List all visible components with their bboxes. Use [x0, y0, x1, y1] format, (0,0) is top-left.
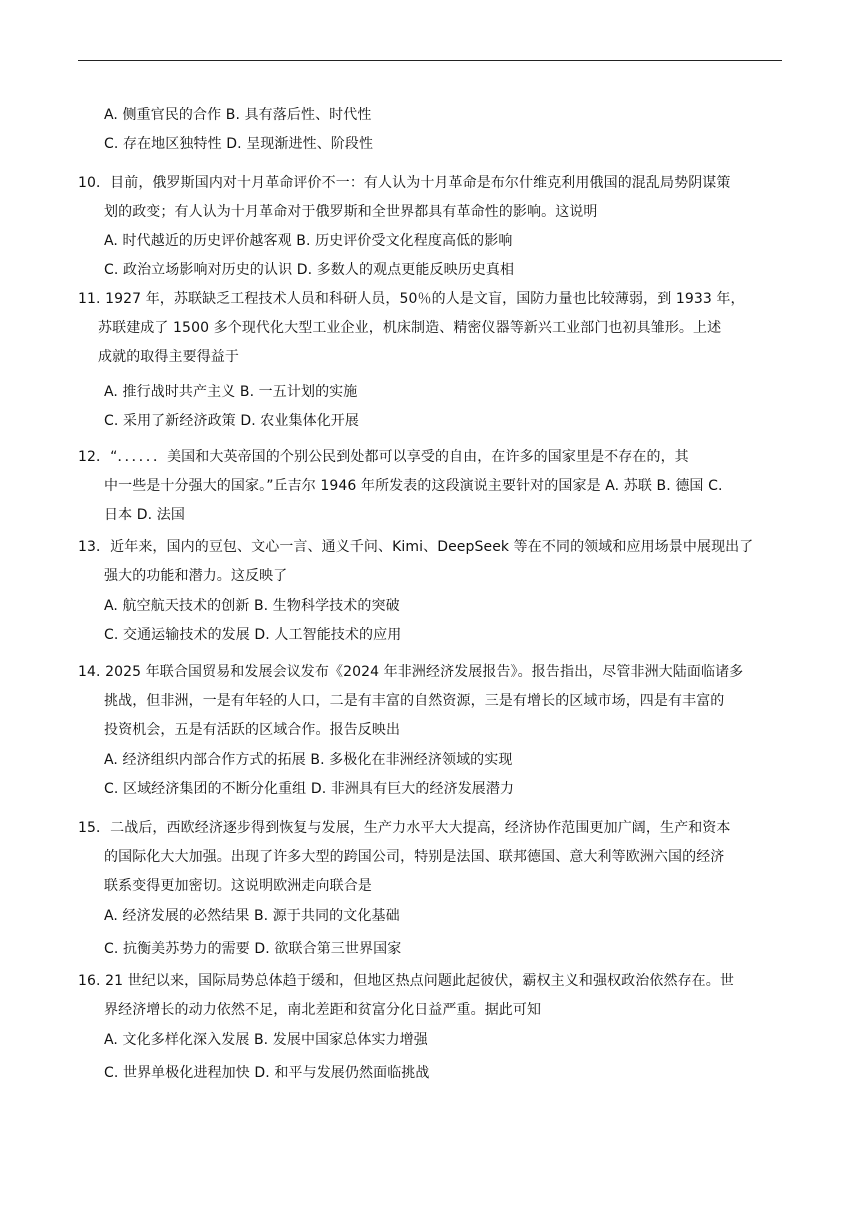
- q16-options-ab: A. 文化多样化深入发展 B. 发展中国家总体实力增强: [104, 1032, 428, 1048]
- q14-stem-line3: 投资机会，五是有活跃的区域合作。报告反映出: [104, 722, 401, 738]
- q13-stem-line1: 13．近年来，国内的豆包、文心一言、通义千问、Kimi、DeepSeek 等在不同的领域和应用场景中展现出了: [78, 539, 754, 555]
- q12-stem-line1: 12．“．．．．．．美国和大英帝国的个别公民到处都可以享受的自由，在许多的国家里是不存在的，其: [78, 449, 689, 465]
- q12-stem-line3: 日本 D. 法国: [104, 507, 185, 523]
- q9-options-ab: A. 侧重官民的合作 B. 具有落后性、时代性: [104, 107, 372, 123]
- header-rule: [78, 60, 782, 61]
- q11-options-ab: A. 推行战时共产主义 B. 一五计划的实施: [104, 384, 358, 400]
- q13-options-ab: A. 航空航天技术的创新 B. 生物科学技术的突破: [104, 598, 400, 614]
- q16-options-cd: C. 世界单极化进程加快 D. 和平与发展仍然面临挑战: [104, 1065, 430, 1081]
- q11-stem-line2: 苏联建成了 1500 多个现代化大型工业企业，机床制造、精密仪器等新兴工业部门也初具雏形。上述: [98, 320, 722, 336]
- q15-options-cd: C. 抗衡美苏势力的需要 D. 欲联合第三世界国家: [104, 941, 402, 957]
- q12-stem-line2: 中一些是十分强大的国家。”丘吉尔 1946 年所发表的这段演说主要针对的国家是 A. 苏联 B. 德国 C.: [104, 478, 723, 494]
- q11-stem-line3: 成就的取得主要得益于: [98, 349, 239, 365]
- q13-stem-line2: 强大的功能和潜力。这反映了: [104, 568, 288, 584]
- q10-stem-line2: 划的政变；有人认为十月革命对于俄罗斯和全世界都具有革命性的影响。这说明: [104, 204, 598, 220]
- q9-options-cd: C. 存在地区独特性 D. 呈现渐进性、阶段性: [104, 136, 374, 152]
- q16-stem-line2: 界经济增长的动力依然不足，南北差距和贫富分化日益严重。据此可知: [104, 1002, 542, 1018]
- q11-options-cd: C. 采用了新经济政策 D. 农业集体化开展: [104, 413, 360, 429]
- q14-stem-line2: 挑战，但非洲，一是有年轻的人口，二是有丰富的自然资源，三是有增长的区域市场，四是有丰富的: [104, 693, 725, 709]
- q14-stem-line1: 14. 2025 年联合国贸易和发展会议发布《2024 年非洲经济发展报告》。报告指出，尽管非洲大陆面临诸多: [78, 664, 744, 680]
- q15-stem-line3: 联系变得更加密切。这说明欧洲走向联合是: [104, 878, 372, 894]
- q15-stem-line1: 15．二战后，西欧经济逐步得到恢复与发展，生产力水平大大提高，经济协作范围更加广阔，生产和资本: [78, 820, 731, 836]
- q10-options-cd: C. 政治立场影响对历史的认识 D. 多数人的观点更能反映历史真相: [104, 262, 515, 278]
- q13-options-cd: C. 交通运输技术的发展 D. 人工智能技术的应用: [104, 627, 402, 643]
- q16-stem-line1: 16. 21 世纪以来，国际局势总体趋于缓和，但地区热点问题此起彼伏，霸权主义和强权政治依然存在。世: [78, 973, 734, 989]
- q15-options-ab: A. 经济发展的必然结果 B. 源于共同的文化基础: [104, 908, 400, 924]
- q10-stem-line1: 10．目前，俄罗斯国内对十月革命评价不一：有人认为十月革命是布尔什维克利用俄国的混乱局势阴谋策: [78, 175, 731, 191]
- q10-options-ab: A. 时代越近的历史评价越客观 B. 历史评价受文化程度高低的影响: [104, 233, 513, 249]
- q14-options-cd: C. 区域经济集团的不断分化重组 D. 非洲具有巨大的经济发展潜力: [104, 781, 515, 797]
- q14-options-ab: A. 经济组织内部合作方式的拓展 B. 多极化在非洲经济领域的实现: [104, 752, 513, 768]
- q11-stem-line1: 11. 1927 年，苏联缺乏工程技术人员和科研人员，50％的人是文盲，国防力量也比较薄弱，到 1933 年，: [78, 291, 745, 307]
- q15-stem-line2: 的国际化大大加强。出现了许多大型的跨国公司，特别是法国、联邦德国、意大利等欧洲六国的经济: [104, 849, 725, 865]
